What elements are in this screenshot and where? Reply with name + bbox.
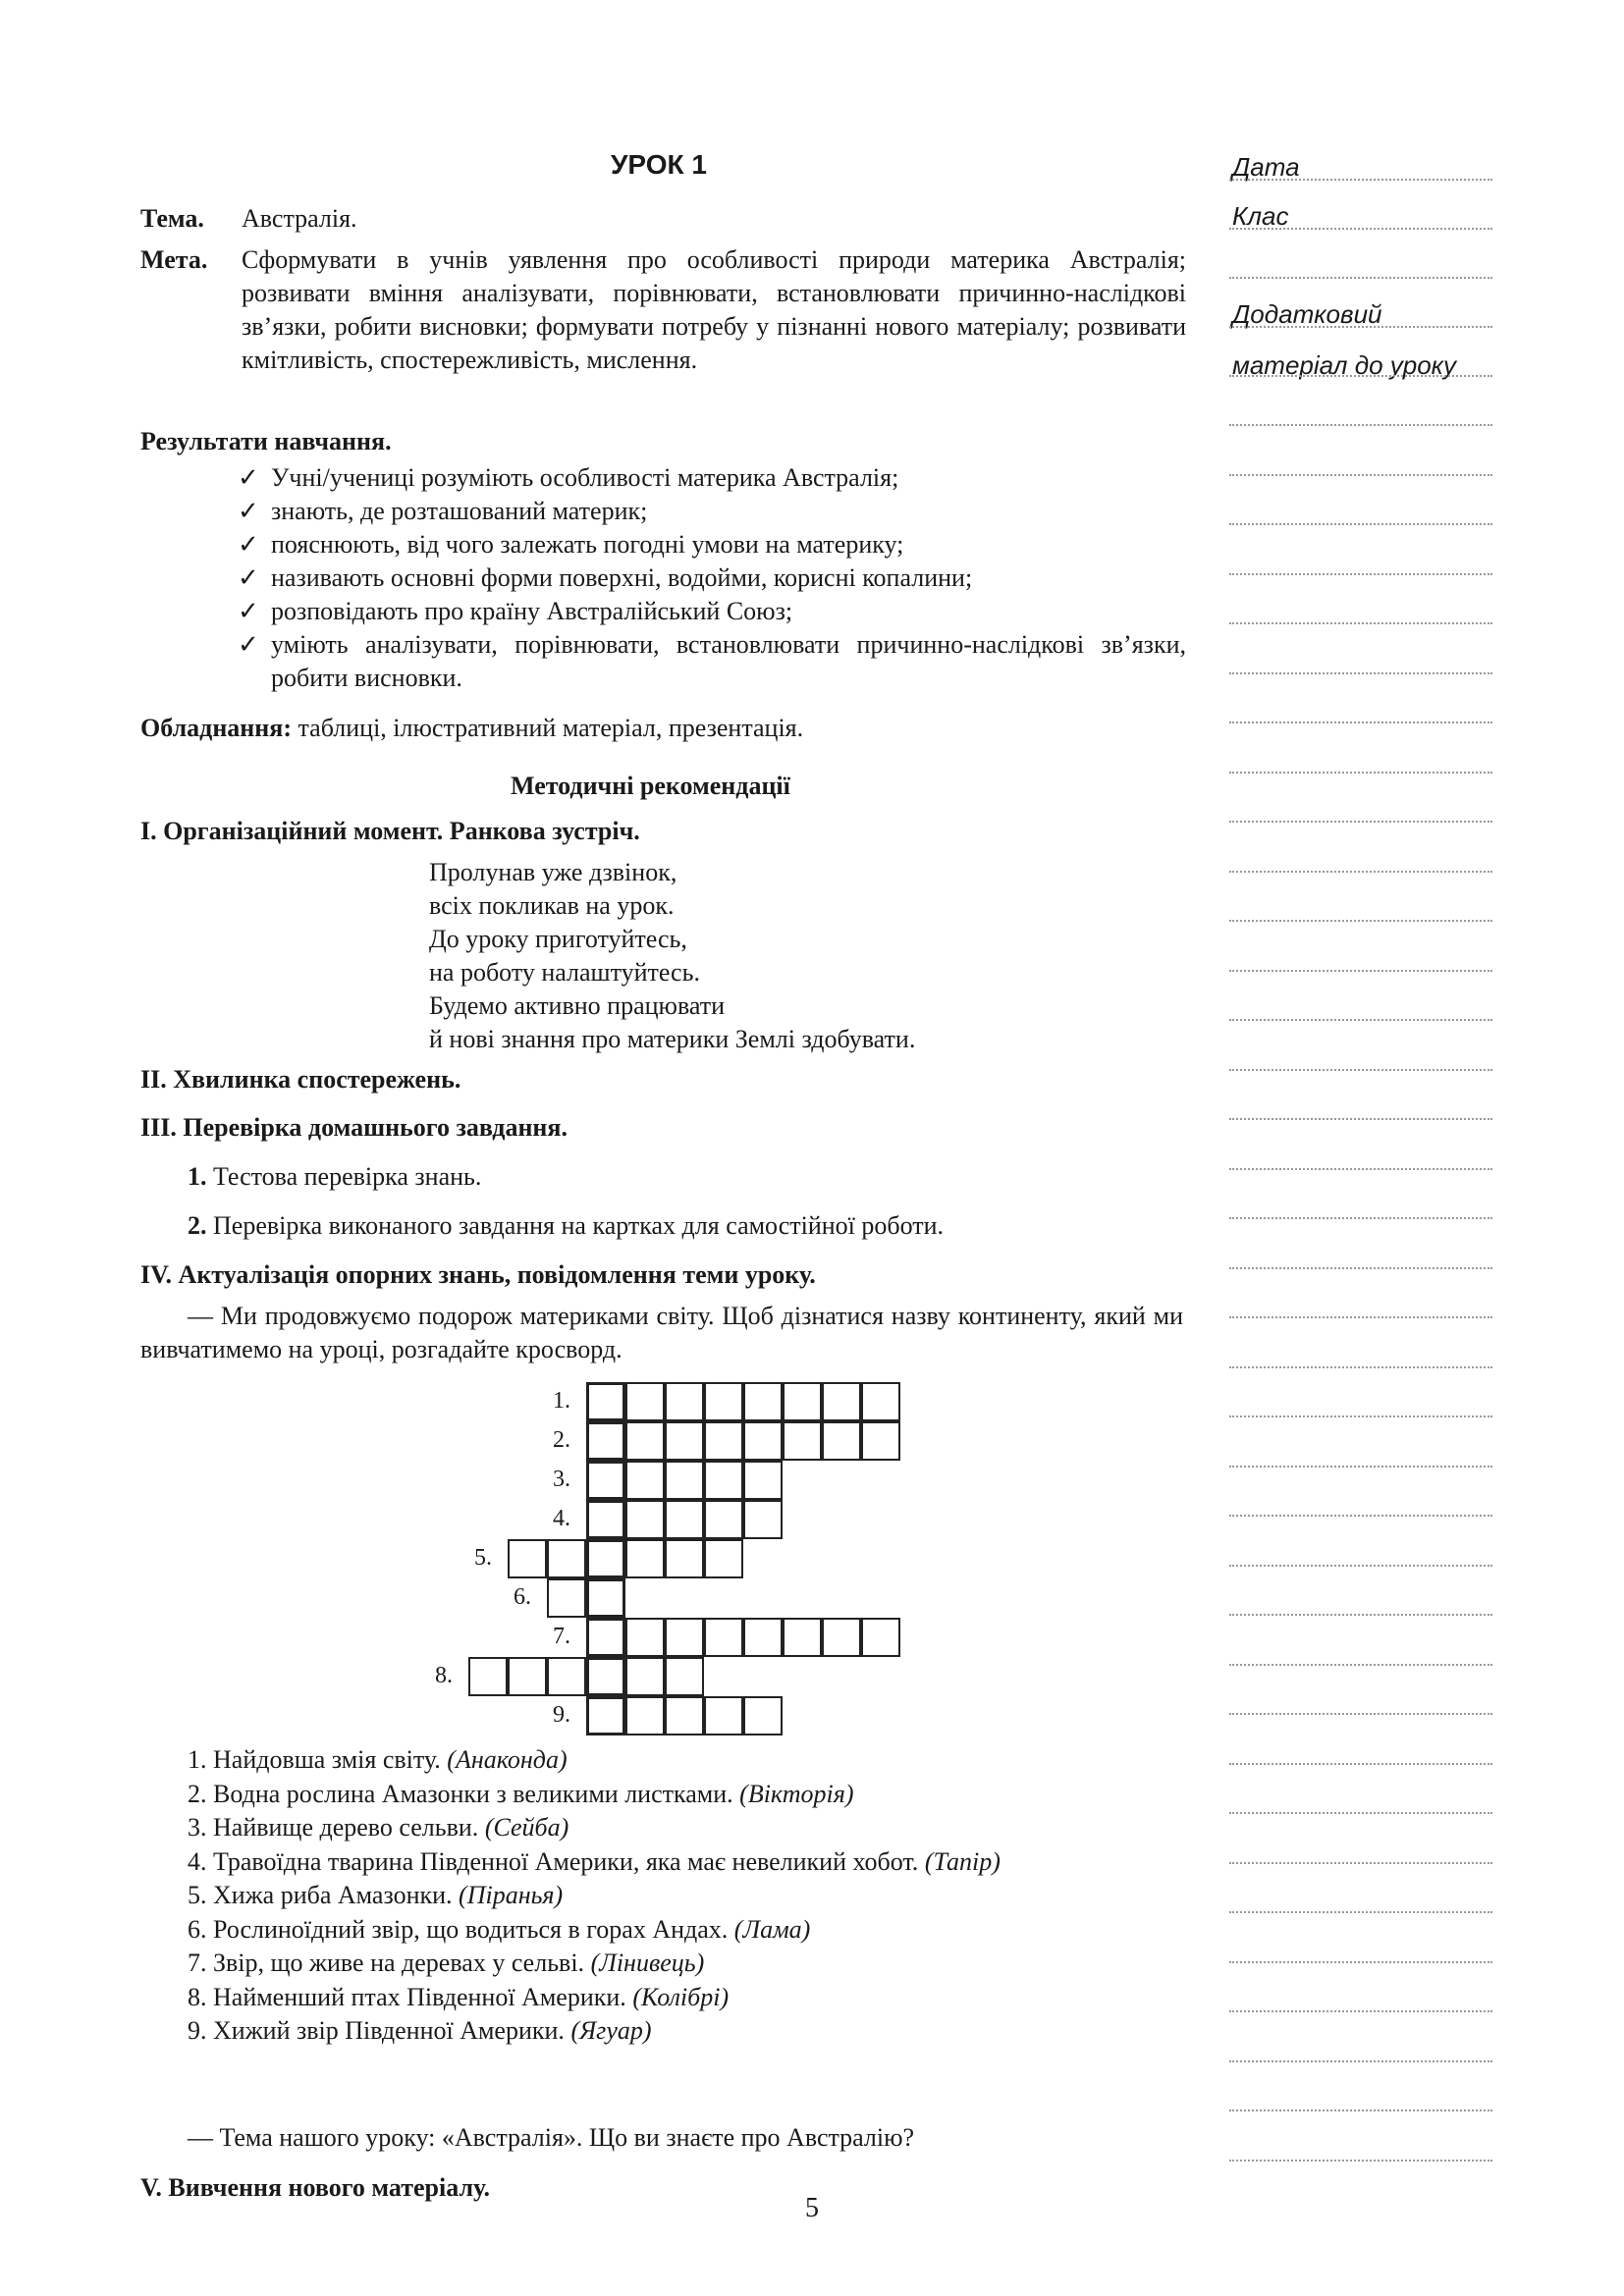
crossword-cell[interactable]: [625, 1500, 665, 1539]
crossword-cell[interactable]: [665, 1382, 704, 1421]
goal-text: Сформувати в учнів уявлення про особливості природи материка Австралія; розвивати вміння аналізувати, порівнювати, встановлювати причинно-наслідкові зв’язки, робити висновки; формувати потребу у пізнанні нового матеріалу; розвивати кмітливість, спостережливість, мислення.: [242, 245, 1186, 374]
crossword-key-cell[interactable]: [586, 1500, 625, 1539]
clue-text: 2. Водна рослина Амазонки з великими листками.: [188, 1779, 733, 1808]
clue-answer: (Ягуар): [570, 2016, 652, 2045]
sidebar-ruled-line: [1229, 672, 1492, 674]
sidebar-ruled-line: [1229, 2109, 1492, 2111]
goal-label: Мета.: [140, 245, 208, 274]
crossword-cell[interactable]: [704, 1539, 743, 1578]
sidebar-ruled-line: [1229, 179, 1492, 181]
clue-text: 9. Хижий звір Південної Америки.: [188, 2016, 565, 2045]
clue-answer: (Сейба): [484, 1813, 569, 1842]
sidebar-ruled-line: [1229, 1217, 1492, 1219]
crossword-row-number: 1.: [553, 1388, 570, 1414]
crossword-cell[interactable]: [822, 1382, 861, 1421]
sidebar-ruled-line: [1229, 1415, 1492, 1417]
crossword-cell[interactable]: [625, 1539, 665, 1578]
intro-paragraph: — Ми продовжуємо подорож материками світу. Щоб дізнатися назву континенту, який ми вивчатимемо на уроці, розгадайте кросворд.: [140, 1302, 1183, 1363]
check-item-2-text: Перевірка виконаного завдання на картках для самостійної роботи.: [213, 1211, 945, 1240]
crossword-key-cell[interactable]: [586, 1696, 625, 1735]
crossword-key-cell[interactable]: [586, 1421, 625, 1461]
crossword-cell[interactable]: [625, 1461, 665, 1500]
crossword-row-number: 4.: [553, 1506, 570, 1531]
section-4-heading: IV. Актуалізація опорних знань, повідомлення теми уроку.: [140, 1260, 816, 1289]
equipment-line: [140, 712, 803, 745]
clue-item: [188, 1913, 810, 1947]
clue-text: 1. Найдовша змія світу.: [188, 1745, 441, 1774]
sidebar-ruled-line: [1229, 970, 1492, 972]
sidebar-ruled-line: [1229, 1267, 1492, 1269]
crossword-key-cell[interactable]: [586, 1657, 625, 1696]
crossword-cell[interactable]: [665, 1618, 704, 1657]
crossword-cell[interactable]: [625, 1696, 665, 1735]
crossword-cell[interactable]: [822, 1618, 861, 1657]
clue-answer: (Анаконда): [447, 1745, 568, 1774]
sidebar-ruled-line: [1229, 2010, 1492, 2012]
section-1-heading: I. Організаційний момент. Ранкова зустріч.: [140, 817, 640, 845]
crossword-row-number: 2.: [553, 1427, 570, 1453]
crossword-cell[interactable]: [508, 1539, 547, 1578]
crossword-cell[interactable]: [743, 1461, 783, 1500]
clue-text: 4. Травоїдна тварина Південної Америки, яка має невеликий хобот.: [188, 1846, 919, 1876]
crossword-cell[interactable]: [665, 1657, 704, 1696]
checkmark-icon: ✓: [238, 497, 259, 525]
crossword-key-cell[interactable]: [586, 1539, 625, 1578]
method-title: Методичні рекомендації: [511, 772, 790, 800]
checkmark-icon: ✓: [238, 597, 259, 625]
sidebar-ruled-line: [1229, 1316, 1492, 1318]
check-item-1: [188, 1160, 481, 1194]
sidebar-ruled-line: [1229, 228, 1492, 230]
crossword-cell[interactable]: [783, 1382, 822, 1421]
sidebar-ruled-line: [1229, 1515, 1492, 1517]
sidebar-ruled-line: [1229, 1862, 1492, 1864]
clue-item: [188, 2014, 652, 2048]
sidebar-ruled-line: [1229, 326, 1492, 328]
crossword-cell[interactable]: [704, 1421, 743, 1461]
crossword-cell[interactable]: [625, 1421, 665, 1461]
clue-item: [188, 1947, 704, 1980]
sidebar-extra-label-1: Додатковий: [1232, 299, 1382, 329]
sidebar-ruled-line: [1229, 277, 1492, 279]
checkmark-icon: ✓: [238, 630, 259, 659]
sidebar-ruled-line: [1229, 2160, 1492, 2162]
crossword-cell[interactable]: [861, 1618, 900, 1657]
clue-text: 5. Хижа риба Амазонки.: [188, 1881, 453, 1909]
results-label: Результати навчання.: [140, 427, 392, 455]
topic-text: Австралія.: [242, 204, 357, 233]
check-item-1-text: Тестова перевірка знань.: [213, 1162, 482, 1191]
crossword-row-number: 7.: [553, 1624, 570, 1649]
clue-text: 3. Найвище дерево сельви.: [188, 1813, 479, 1842]
sidebar-ruled-line: [1229, 1565, 1492, 1567]
poem-line: на роботу налаштуйтесь.: [429, 958, 700, 987]
crossword-row-number: 6.: [514, 1584, 531, 1610]
sidebar-ruled-line: [1229, 375, 1492, 377]
sidebar-ruled-line: [1229, 1961, 1492, 1963]
crossword-cell[interactable]: [861, 1421, 900, 1461]
result-item: пояснюють, від чого залежать погодні умови на материку;: [271, 530, 904, 559]
sidebar-ruled-line: [1229, 871, 1492, 873]
crossword-cell[interactable]: [547, 1657, 586, 1696]
crossword-cell[interactable]: [783, 1618, 822, 1657]
poem: [429, 856, 915, 1056]
crossword-key-cell[interactable]: [586, 1618, 625, 1657]
crossword-cell[interactable]: [704, 1618, 743, 1657]
clue-answer: (Вікторія): [739, 1779, 854, 1808]
page-number: 5: [805, 2193, 819, 2223]
sidebar-ruled-line: [1229, 821, 1492, 823]
poem-line: й нові знання про материки Землі здобувати.: [429, 1025, 916, 1053]
equipment-label: Обладнання:: [140, 714, 292, 742]
sidebar-ruled-line: [1229, 721, 1492, 723]
crossword-cell[interactable]: [625, 1618, 665, 1657]
crossword-cell[interactable]: [625, 1657, 665, 1696]
crossword-row-number: 5.: [474, 1545, 492, 1571]
crossword-cell[interactable]: [822, 1421, 861, 1461]
sidebar-ruled-line: [1229, 1713, 1492, 1715]
crossword-cell[interactable]: [861, 1382, 900, 1421]
result-item: уміють аналізувати, порівнювати, встановлювати причинно-наслідкові зв’язки, робити висновки.: [271, 630, 1186, 692]
sidebar-ruled-line: [1229, 772, 1492, 774]
clue-item: [188, 1845, 1001, 1879]
sidebar-ruled-line: [1229, 2060, 1492, 2062]
crossword-key-cell[interactable]: [586, 1578, 625, 1618]
result-item: розповідають про країну Австралійський Союз;: [271, 597, 793, 625]
crossword-cell[interactable]: [704, 1500, 743, 1539]
crossword-cell[interactable]: [665, 1696, 704, 1735]
crossword-cell[interactable]: [625, 1382, 665, 1421]
sidebar-extra-label-2: матеріал до уроку: [1232, 350, 1456, 380]
sidebar-ruled-line: [1229, 1118, 1492, 1120]
sidebar-ruled-line: [1229, 1466, 1492, 1468]
clue-item: [188, 1879, 563, 1912]
result-item: називають основні форми поверхні, водойми, корисні копалини;: [271, 563, 973, 592]
section-3-heading: III. Перевірка домашнього завдання.: [140, 1113, 568, 1142]
sidebar-ruled-line: [1229, 573, 1492, 575]
crossword-row-number: 8.: [435, 1663, 453, 1688]
sidebar-ruled-line: [1229, 1812, 1492, 1814]
lesson-title: УРОК 1: [611, 149, 707, 180]
check-item-1-num: 1.: [188, 1162, 207, 1191]
clue-text: 8. Найменший птах Південної Америки.: [188, 1982, 626, 2011]
crossword-cell[interactable]: [704, 1382, 743, 1421]
poem-line: всіх покликав на урок.: [429, 891, 675, 920]
sidebar-ruled-line: [1229, 622, 1492, 624]
clue-answer: (Колібрі): [632, 1982, 730, 2011]
crossword-row-number: 9.: [553, 1702, 570, 1728]
crossword-cell[interactable]: [665, 1461, 704, 1500]
equipment-text: таблиці, ілюстративний матеріал, презентація.: [298, 714, 804, 742]
crossword-cell[interactable]: [665, 1539, 704, 1578]
crossword-cell[interactable]: [743, 1696, 783, 1735]
sidebar-ruled-line: [1229, 1614, 1492, 1616]
clue-text: 7. Звір, що живе на деревах у сельві.: [188, 1949, 585, 1977]
crossword-cell[interactable]: [665, 1421, 704, 1461]
crossword-cell[interactable]: [704, 1696, 743, 1735]
clue-answer: (Лама): [733, 1914, 811, 1944]
clue-item: [188, 1981, 729, 2014]
clue-answer: (Лінивець): [590, 1949, 705, 1977]
topic-line: — Тема нашого уроку: «Австралія». Що ви знаєте про Австралію?: [188, 2123, 915, 2152]
sidebar-ruled-line: [1229, 523, 1492, 525]
poem-line: Будемо активно працювати: [429, 991, 726, 1020]
result-item: Учні/учениці розуміють особливості материка Австралія;: [271, 463, 899, 492]
sidebar-class-label: Клас: [1232, 201, 1289, 231]
crossword-key-cell[interactable]: [586, 1461, 625, 1500]
sidebar-ruled-line: [1229, 1664, 1492, 1666]
result-item: знають, де розташований материк;: [271, 497, 648, 525]
crossword-cell[interactable]: [743, 1500, 783, 1539]
crossword-cell[interactable]: [704, 1461, 743, 1500]
clue-item: [188, 1743, 568, 1777]
sidebar-ruled-line: [1229, 920, 1492, 922]
sidebar-ruled-line: [1229, 1168, 1492, 1170]
sidebar-ruled-line: [1229, 1911, 1492, 1913]
sidebar-date-label: Дата: [1232, 152, 1300, 182]
crossword-cell[interactable]: [547, 1539, 586, 1578]
crossword-cell[interactable]: [743, 1421, 783, 1461]
crossword-cell[interactable]: [468, 1657, 508, 1696]
crossword-cell[interactable]: [665, 1500, 704, 1539]
topic-label: Тема.: [140, 204, 204, 233]
clue-text: 6. Рослиноїдний звір, що водиться в горах Андах.: [188, 1914, 729, 1944]
check-item-2: [188, 1209, 944, 1243]
crossword-cell[interactable]: [547, 1578, 586, 1618]
poem-line: Пролунав уже дзвінок,: [429, 858, 677, 886]
crossword-cell[interactable]: [743, 1618, 783, 1657]
sidebar-ruled-line: [1229, 1019, 1492, 1021]
sidebar-ruled-line: [1229, 1366, 1492, 1368]
section-5-heading: V. Вивчення нового матеріалу.: [140, 2173, 490, 2202]
sidebar-ruled-line: [1229, 474, 1492, 476]
section-2-heading: II. Хвилинка спостережень.: [140, 1065, 461, 1094]
crossword-row-number: 3.: [553, 1467, 570, 1492]
clue-answer: (Тапір): [924, 1846, 1001, 1876]
crossword-cell[interactable]: [508, 1657, 547, 1696]
clue-answer: (Піранья): [459, 1881, 564, 1909]
checkmark-icon: ✓: [238, 463, 259, 492]
check-item-2-num: 2.: [188, 1211, 207, 1240]
clue-item: [188, 1811, 568, 1844]
checkmark-icon: ✓: [238, 563, 259, 592]
poem-line: До уроку приготуйтесь,: [429, 925, 687, 953]
crossword-key-cell[interactable]: [586, 1382, 625, 1421]
sidebar-ruled-line: [1229, 1069, 1492, 1071]
clue-item: [188, 1778, 853, 1811]
crossword-cell[interactable]: [743, 1382, 783, 1421]
checkmark-icon: ✓: [238, 530, 259, 559]
sidebar-ruled-line: [1229, 424, 1492, 426]
crossword-cell[interactable]: [783, 1421, 822, 1461]
sidebar-ruled-line: [1229, 1763, 1492, 1765]
